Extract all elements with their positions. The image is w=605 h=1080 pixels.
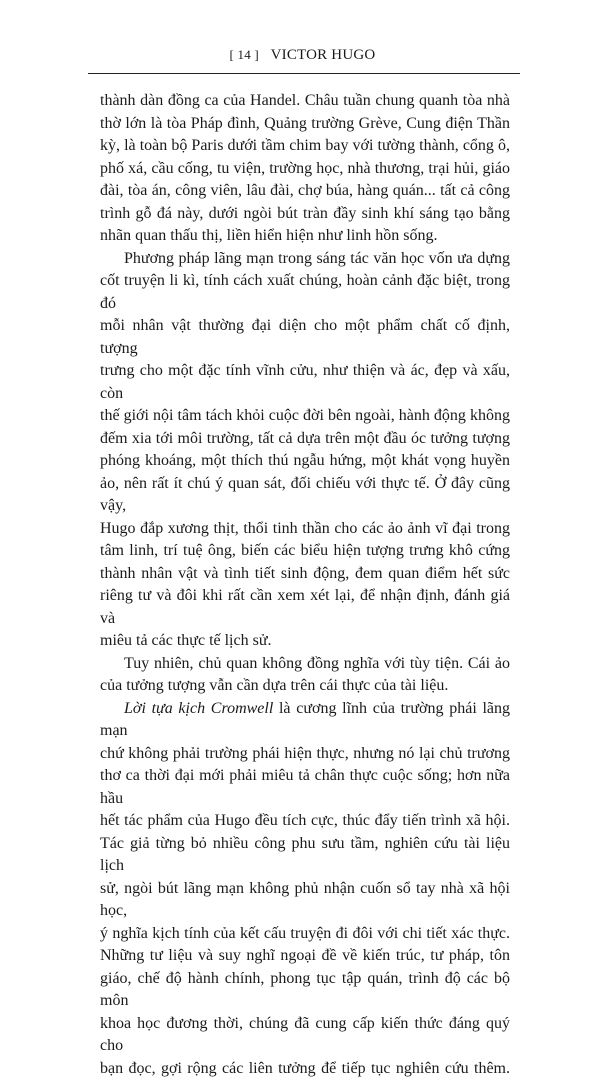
text-line: chứ không phải trường phái hiện thực, nhưng nó lại chủ trương: [100, 743, 510, 766]
text-line: miêu tả các thực tế lịch sử.: [100, 630, 510, 653]
text-line: Tác giả từng bỏ nhiều công phu sưu tầm, nghiên cứu tài liệu lịch: [100, 833, 510, 878]
text-line: bạn đọc, gợi rộng các liên tưởng để tiếp tục nghiên cứu thêm.: [100, 1058, 510, 1080]
text-line: phóng khoáng, một thích thú ngẫu hứng, một khát vọng huyền: [100, 450, 510, 473]
text-line: thế giới nội tâm tách khỏi cuộc đời bên ngoài, hành động không: [100, 405, 510, 428]
text-line: ý nghĩa kịch tính của kết cấu truyện đi đôi với chi tiết xác thực.: [100, 923, 510, 946]
text-line: phố xá, cầu cống, tu viện, trường học, nhà thương, trại hủi, giáo: [100, 158, 510, 181]
text-line: Tuy nhiên, chủ quan không đồng nghĩa với tùy tiện. Cái ảo: [100, 653, 510, 676]
text-line: hết tác phẩm của Hugo đều tích cực, thúc đẩy tiến trình xã hội.: [100, 810, 510, 833]
text-line: giáo, chế độ hành chính, phong tục tập quán, trình độ các bộ môn: [100, 968, 510, 1013]
text-line: kỳ, là toàn bộ Paris dưới tầm chim bay với tường thành, cổng ô,: [100, 135, 510, 158]
book-title-italic: Lời tựa kịch Cromwell: [124, 700, 273, 717]
text-line: tâm linh, trí tuệ ông, biến các biểu hiện tượng trưng khô cứng: [100, 540, 510, 563]
running-title: VICTOR HUGO: [271, 47, 376, 63]
text-line: trình gỗ đá này, dưới ngòi bút tràn đầy sinh khí sáng tạo bằng: [100, 203, 510, 226]
text-line: thờ lớn là tòa Pháp đình, Quảng trường Grève, Cung điện Thần: [100, 113, 510, 136]
text-line: Hugo đắp xương thịt, thổi tinh thần cho các ảo ảnh vĩ đại trong: [100, 518, 510, 541]
text-line: đếm xia tới môi trường, tất cả dựa trên một đầu óc tưởng tượng: [100, 428, 510, 451]
text-line: khoa học đương thời, chúng đã cung cấp kiến thức đáng quý cho: [100, 1013, 510, 1058]
text-line: Những tư liệu và suy nghĩ ngoại đề về kiến trúc, tư pháp, tôn: [100, 945, 510, 968]
text-line: riêng tư và đôi khi rất cần xem xét lại, để nhận định, đánh giá và: [100, 585, 510, 630]
text-line: ảo, nên rất ít chú ý quan sát, đối chiếu với thực tế. Ở đây cũng vậy,: [100, 473, 510, 518]
text-line: mỗi nhân vật thường đại diện cho một phẩm chất cố định, tượng: [100, 315, 510, 360]
text-line: cốt truyện li kì, tính cách xuất chúng, hoàn cảnh đặc biệt, trong đó: [100, 270, 510, 315]
header-rule: [88, 73, 520, 74]
text-line: [100, 698, 510, 743]
text-line: nhãn quan thấu thị, liền hiển hiện như linh hồn sống.: [100, 225, 510, 248]
text-line: trưng cho một đặc tính vĩnh cửu, như thiện và ác, đẹp và xấu, còn: [100, 360, 510, 405]
text-line: thơ ca thời đại mới phải miêu tả chân thực cuộc sống; hơn nữa hầu: [100, 765, 510, 810]
text-line: của tưởng tượng vẫn cần dựa trên cái thực của tài liệu.: [100, 675, 510, 698]
page-number: [ 14 ]: [230, 47, 259, 62]
running-header: [0, 47, 605, 64]
page-body-text: [100, 90, 510, 1080]
line-text: là cương lĩnh của trường phái lãng mạn: [100, 700, 510, 740]
text-line: sử, ngòi bút lãng mạn không phủ nhận cuốn sổ tay nhà xã hội học,: [100, 878, 510, 923]
text-line: thành dàn đồng ca của Handel. Châu tuần chung quanh tòa nhà: [100, 90, 510, 113]
text-line: Phương pháp lãng mạn trong sáng tác văn học vốn ưa dựng: [100, 248, 510, 271]
text-line: đài, tòa án, công viên, lâu đài, chợ búa, hàng quán... tất cả công: [100, 180, 510, 203]
text-line: thành nhân vật và tình tiết sinh động, đem quan điểm hết sức: [100, 563, 510, 586]
